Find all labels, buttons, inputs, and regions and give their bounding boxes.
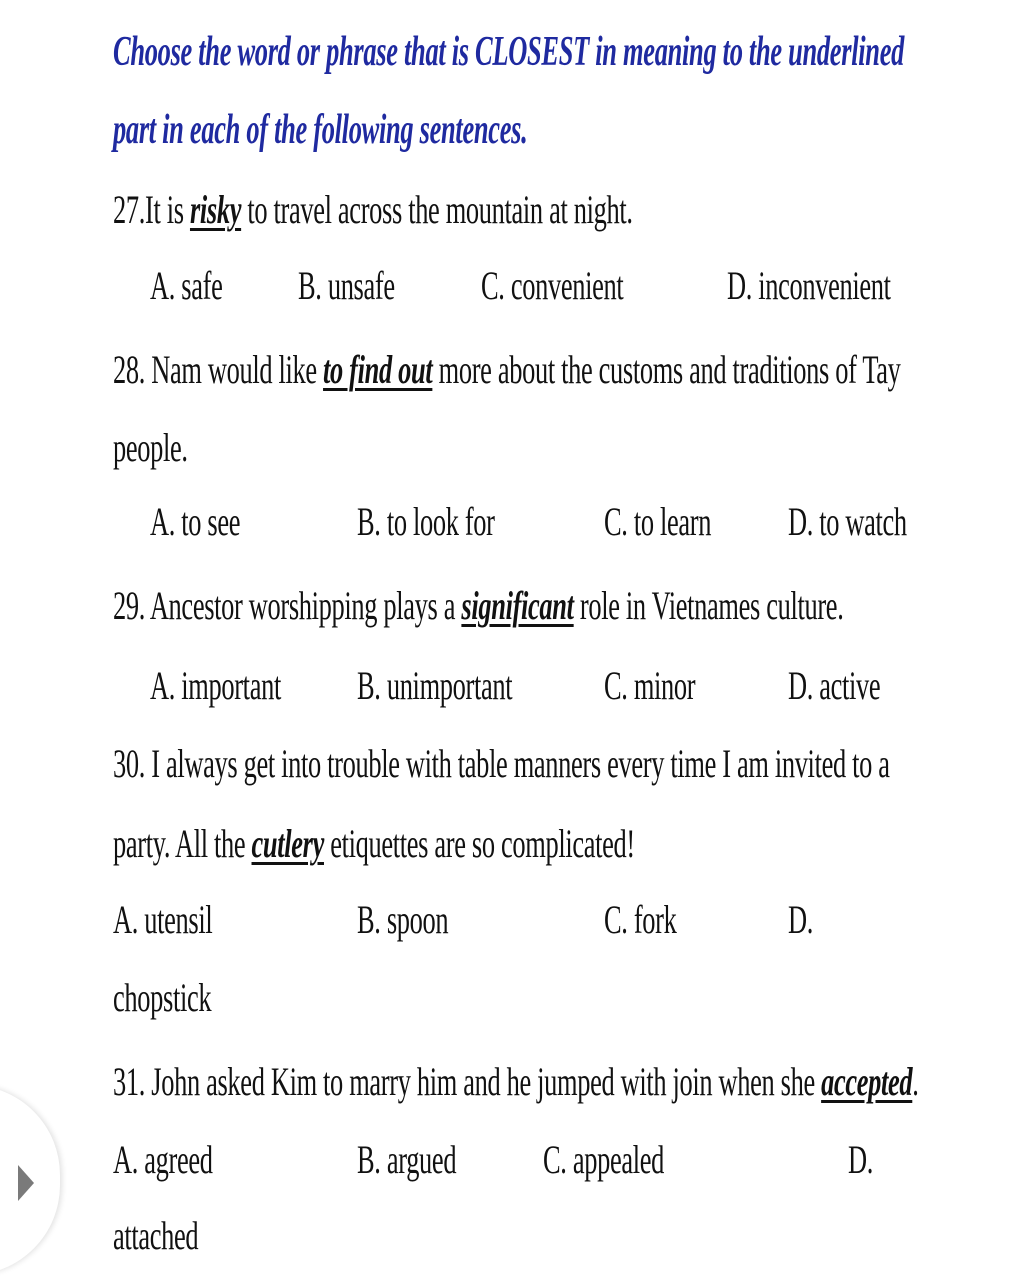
question-text: 28. Nam would like <box>113 347 324 392</box>
option-b[interactable]: B. spoon <box>357 897 449 942</box>
option-d-wrap[interactable]: chopstick <box>113 975 212 1020</box>
option-a[interactable]: A. utensil <box>113 897 213 942</box>
option-b[interactable]: B. to look for <box>357 499 495 544</box>
option-a[interactable]: A. safe <box>150 263 223 308</box>
question-27 <box>113 186 633 234</box>
option-b[interactable]: B. argued <box>357 1137 457 1182</box>
question-text: more about the customs and traditions of Tay <box>432 347 901 392</box>
option-b[interactable]: B. unsafe <box>298 263 395 308</box>
instruction-line-2: part in each of the following sentences. <box>113 107 528 153</box>
option-d-wrap[interactable]: attached <box>113 1213 199 1258</box>
prev-page-button[interactable] <box>0 1085 60 1275</box>
option-a[interactable]: A. important <box>150 663 281 708</box>
option-d[interactable]: D. <box>788 897 814 942</box>
option-d[interactable]: D. <box>848 1137 874 1182</box>
question-31 <box>113 1058 919 1106</box>
question-text: etiquettes are so complicated! <box>323 821 635 866</box>
question-28 <box>113 346 901 394</box>
underlined-word: cutlery <box>251 821 324 866</box>
underlined-word: risky <box>189 187 242 232</box>
option-b[interactable]: B. unimportant <box>357 663 513 708</box>
option-d[interactable]: D. active <box>788 663 881 708</box>
underlined-word: to find out <box>323 347 433 392</box>
question-28-continuation: people. <box>113 425 188 470</box>
option-c[interactable]: C. to learn <box>604 499 712 544</box>
question-29 <box>113 582 843 630</box>
option-c[interactable]: C. minor <box>604 663 696 708</box>
question-text: 31. John asked Kim to marry him and he jumped with join when she <box>113 1059 822 1104</box>
option-c[interactable]: C. convenient <box>481 263 624 308</box>
question-30: 30. I always get into trouble with table manners every time I am invited to a <box>113 741 890 786</box>
underlined-word: significant <box>461 583 574 628</box>
option-d[interactable]: D. to watch <box>788 499 907 544</box>
option-c[interactable]: C. appealed <box>543 1137 664 1182</box>
question-30-continuation <box>113 820 635 868</box>
play-arrow-icon <box>18 1165 34 1201</box>
question-text: party. All the <box>113 821 252 866</box>
underlined-word: accepted <box>821 1059 913 1104</box>
question-text: role in Vietnames culture. <box>573 583 844 628</box>
question-text: to travel across the mountain at night. <box>241 187 633 232</box>
option-a[interactable]: A. to see <box>150 499 241 544</box>
question-text: 29. Ancestor worshipping plays a <box>113 583 462 628</box>
question-text: . <box>912 1059 919 1104</box>
option-a[interactable]: A. agreed <box>113 1137 213 1182</box>
option-c[interactable]: C. fork <box>604 897 677 942</box>
instruction-line-1: Choose the word or phrase that is CLOSEST in meaning to the underlined <box>113 29 905 75</box>
question-text: 27.It is <box>113 187 190 232</box>
option-d[interactable]: D. inconvenient <box>727 263 891 308</box>
